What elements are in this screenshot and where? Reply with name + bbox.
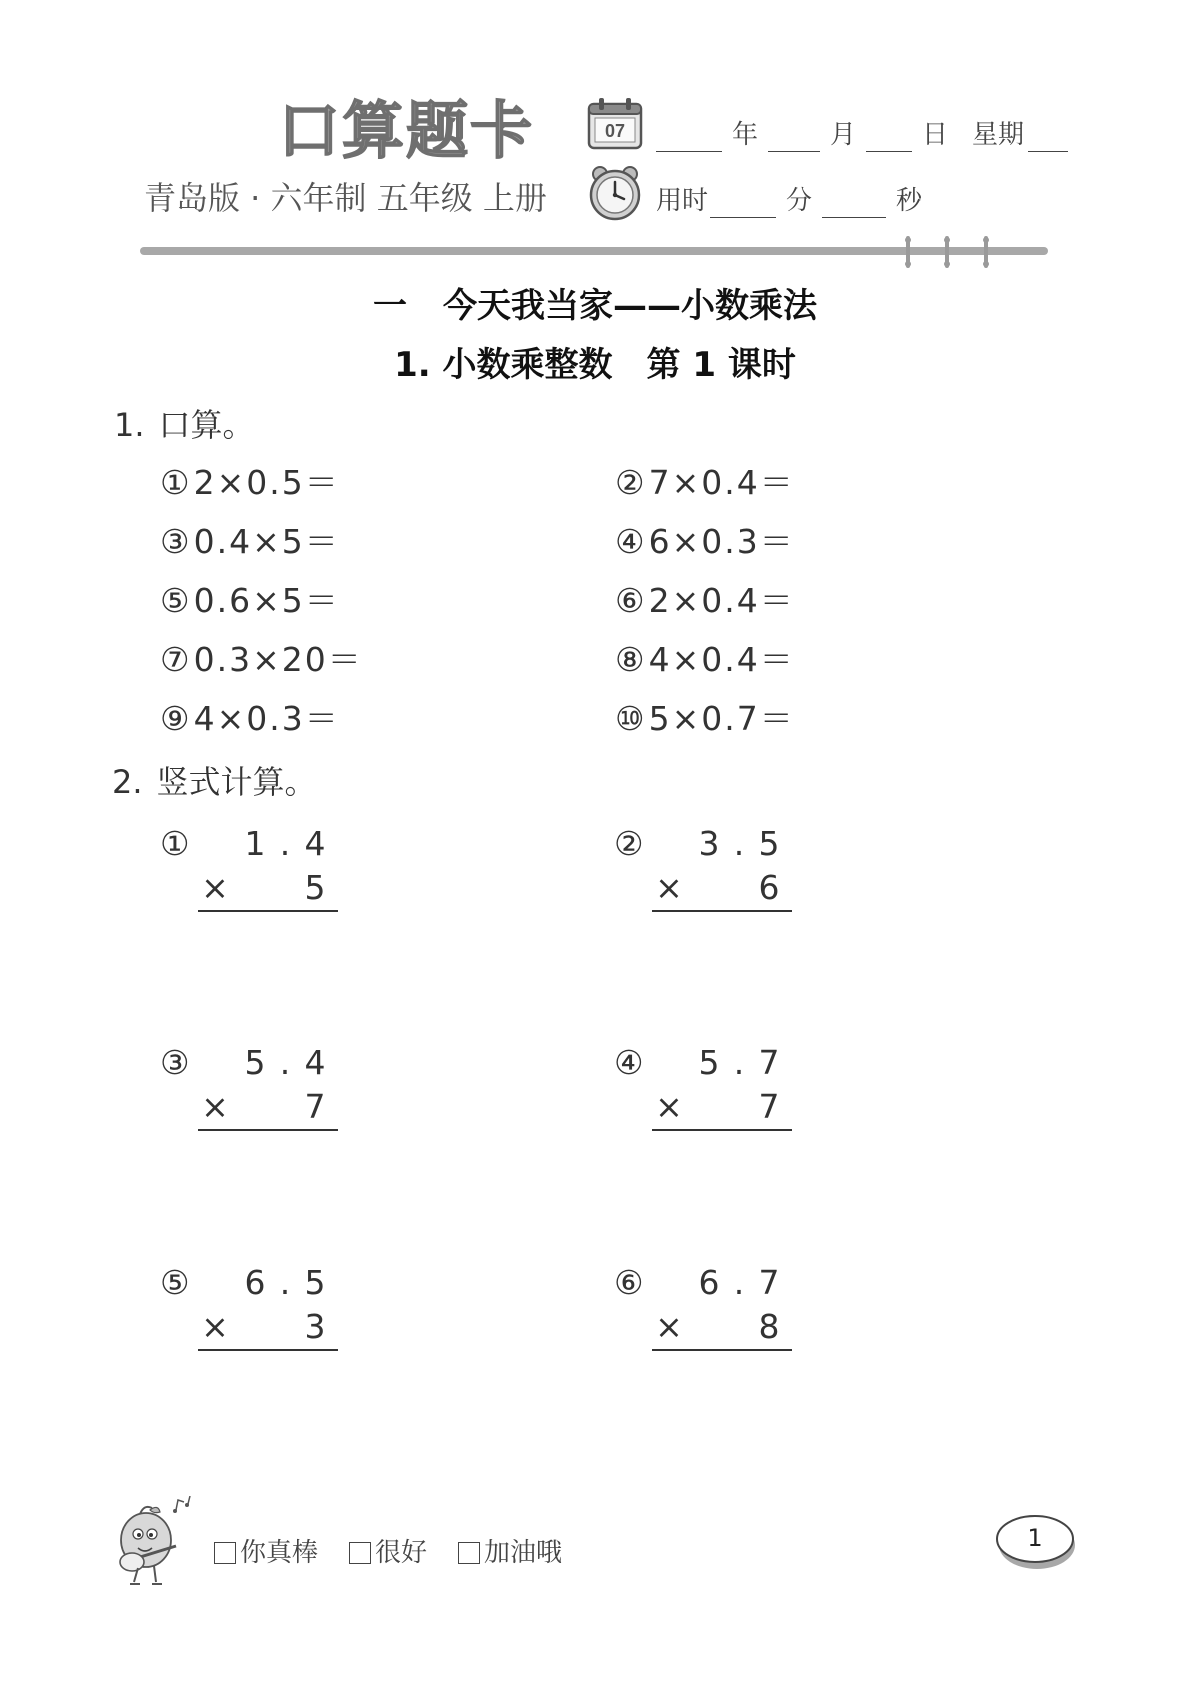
calc-number: ② (614, 824, 644, 863)
question-number: ④ (615, 522, 645, 561)
digit: 3 (698, 824, 720, 863)
oral-question (160, 699, 340, 739)
day-blank[interactable] (866, 125, 912, 152)
times-sign: × (201, 868, 229, 907)
question-number: ⑩ (615, 699, 645, 738)
multiplier-row (652, 1307, 792, 1347)
times-sign: × (655, 1087, 683, 1126)
digit: 5 (304, 1263, 326, 1302)
question-expression: 0.3×20＝ (193, 640, 363, 679)
rating-label: 很好 (375, 1538, 428, 1568)
oral-question (160, 463, 340, 503)
question-expression: 2×0.5＝ (193, 463, 340, 502)
edition-subtitle: 青岛版 · 六年制 五年级 上册 (144, 179, 547, 217)
decimal-point: . (279, 1043, 291, 1082)
oral-question (615, 640, 795, 680)
calc-number: ⑥ (614, 1263, 644, 1302)
multiplicand-row (198, 1263, 338, 1303)
page-number: 1 (1027, 1524, 1043, 1552)
calc-underline (198, 910, 338, 912)
multiplier-row (198, 868, 338, 908)
digit: 7 (758, 1087, 780, 1126)
question-number: ⑨ (160, 699, 190, 738)
lesson-name: 1. 小数乘整数 (394, 345, 613, 385)
header-divider (140, 247, 1048, 255)
rating-checkbox[interactable] (214, 1542, 236, 1564)
section-number: 1. (114, 406, 145, 444)
unit-title (0, 284, 1190, 328)
oral-question (615, 463, 795, 503)
date-fill-line (656, 118, 1068, 152)
oral-question (160, 581, 340, 621)
calc-underline (198, 1129, 338, 1131)
alarm-clock-icon (586, 164, 644, 222)
multiplier-row (198, 1307, 338, 1347)
question-expression: 4×0.4＝ (648, 640, 795, 679)
digit: 5 (698, 1043, 720, 1082)
unit-name: 今天我当家——小数乘法 (443, 286, 817, 326)
calc-underline (652, 910, 792, 912)
question-number: ⑧ (615, 640, 645, 679)
rating-option[interactable] (458, 1536, 562, 1570)
digit: 6 (698, 1263, 720, 1302)
times-sign: × (201, 1307, 229, 1346)
section-vertical-heading (112, 762, 317, 802)
mascot-guitar-icon (110, 1496, 206, 1588)
digit: 5 (244, 1043, 266, 1082)
time-used-label: 用时 (656, 186, 709, 216)
seconds-label: 秒 (896, 186, 923, 216)
digit: 7 (304, 1087, 326, 1126)
question-expression: 0.4×5＝ (193, 522, 340, 561)
digit: 4 (304, 824, 326, 863)
digit: 7 (758, 1043, 780, 1082)
page-number-badge (995, 1514, 1077, 1572)
oral-question (160, 640, 363, 680)
calc-number: ⑤ (160, 1263, 190, 1302)
question-number: ① (160, 463, 190, 502)
calc-underline (198, 1349, 338, 1351)
card-title: 口算题卡 (278, 94, 535, 167)
section-label: 口算。 (158, 406, 255, 444)
digit: 1 (244, 824, 266, 863)
digit: 5 (758, 824, 780, 863)
digit: 3 (304, 1307, 326, 1346)
rating-checkbox[interactable] (458, 1542, 480, 1564)
divider-tick (905, 236, 911, 268)
minutes-label: 分 (786, 186, 813, 216)
oral-question (615, 699, 795, 739)
multiplicand-row (652, 1263, 792, 1303)
multiplicand-row (652, 824, 792, 864)
decimal-point: . (279, 824, 291, 863)
calc-underline (652, 1349, 792, 1351)
multiplicand-row (198, 824, 338, 864)
day-label: 日 (922, 120, 949, 150)
digit: 4 (304, 1043, 326, 1082)
multiplicand-row (652, 1043, 792, 1083)
question-expression: 6×0.3＝ (648, 522, 795, 561)
weekday-blank[interactable] (1028, 125, 1068, 152)
digit: 7 (758, 1263, 780, 1302)
decimal-point: . (733, 1043, 745, 1082)
calc-number: ③ (160, 1043, 190, 1082)
question-number: ⑦ (160, 640, 190, 679)
oral-question (615, 522, 795, 562)
question-expression: 0.6×5＝ (193, 581, 340, 620)
calc-number: ① (160, 824, 190, 863)
digit: 8 (758, 1307, 780, 1346)
section-oral-heading (114, 405, 255, 445)
calc-underline (652, 1129, 792, 1131)
decimal-point: . (733, 824, 745, 863)
multiplier-row (198, 1087, 338, 1127)
question-number: ⑤ (160, 581, 190, 620)
lesson-period: 第 1 课时 (646, 345, 796, 385)
calendar-icon (586, 96, 644, 152)
section-label: 竖式计算。 (156, 763, 317, 801)
times-sign: × (655, 1307, 683, 1346)
question-expression: 4×0.3＝ (193, 699, 340, 738)
seconds-blank[interactable] (822, 191, 886, 218)
decimal-point: . (733, 1263, 745, 1302)
digit: 6 (244, 1263, 266, 1302)
section-number: 2. (112, 763, 143, 801)
question-number: ③ (160, 522, 190, 561)
oral-question (160, 522, 340, 562)
question-number: ⑥ (615, 581, 645, 620)
question-expression: 7×0.4＝ (648, 463, 795, 502)
divider-tick (983, 236, 989, 268)
times-sign: × (201, 1087, 229, 1126)
question-expression: 2×0.4＝ (648, 581, 795, 620)
minutes-blank[interactable] (710, 191, 776, 218)
weekday-label: 星期 (972, 120, 1025, 150)
multiplicand-row (198, 1043, 338, 1083)
year-blank[interactable] (656, 125, 722, 152)
divider-tick (944, 236, 950, 268)
rating-option[interactable] (349, 1536, 427, 1570)
lesson-title (0, 343, 1190, 387)
calendar-day-text: 07 (604, 121, 626, 141)
unit-number: 一 (373, 286, 407, 326)
oral-question (615, 581, 795, 621)
decimal-point: . (279, 1263, 291, 1302)
rating-label: 你真棒 (240, 1538, 319, 1568)
time-used-line (656, 184, 932, 218)
month-label: 月 (830, 120, 857, 150)
rating-option[interactable] (214, 1536, 318, 1570)
question-expression: 5×0.7＝ (648, 699, 795, 738)
times-sign: × (655, 868, 683, 907)
multiplier-row (652, 868, 792, 908)
calc-number: ④ (614, 1043, 644, 1082)
multiplier-row (652, 1087, 792, 1127)
year-label: 年 (732, 120, 759, 150)
digit: 6 (758, 868, 780, 907)
rating-label: 加油哦 (484, 1538, 563, 1568)
rating-checkbox[interactable] (349, 1542, 371, 1564)
digit: 5 (304, 868, 326, 907)
question-number: ② (615, 463, 645, 502)
month-blank[interactable] (768, 125, 820, 152)
